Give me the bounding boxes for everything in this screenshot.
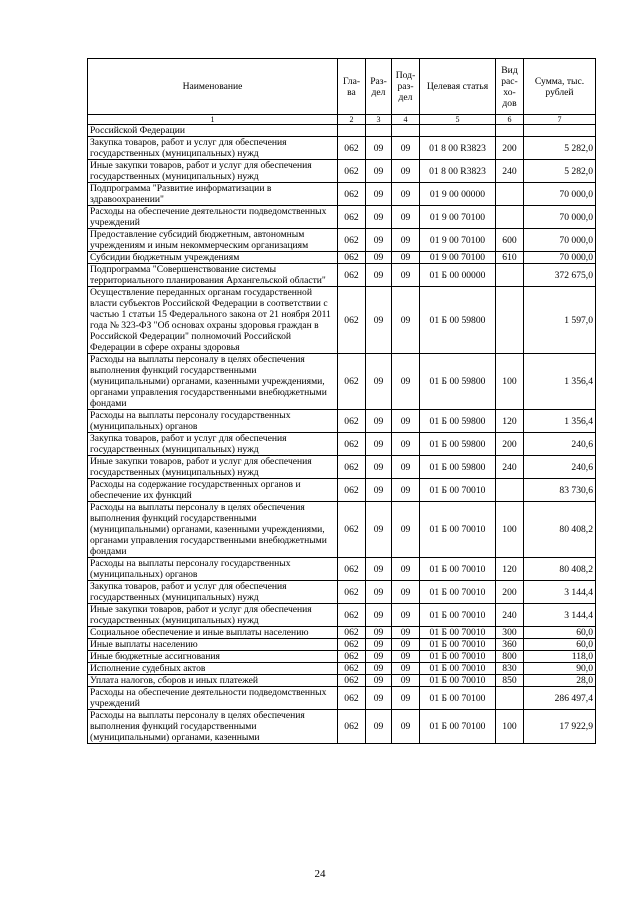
row-section: 09 [366, 287, 392, 354]
budget-table [87, 58, 596, 744]
row-subsection: 09 [392, 558, 420, 581]
row-name: Осуществление переданных органам государственной власти субъектов Российской Федерации в соответствии с частью 1 статьи 15 Федерального закона от 21 ноября 2011 года № 323-ФЗ "Об основах охраны здоровья граждан в Российской Федерации" полномочий Российской Федерации в сфере охраны здоровья [88, 287, 338, 354]
row-subsection: 09 [392, 252, 420, 264]
row-amount: 3 144,4 [524, 604, 596, 627]
row-name: Российской Федерации [88, 125, 338, 137]
table-row [88, 287, 596, 354]
table-header-row [88, 59, 596, 115]
row-subsection: 09 [392, 627, 420, 639]
row-chapter: 062 [338, 687, 366, 710]
row-subsection: 09 [392, 604, 420, 627]
row-amount: 5 282,0 [524, 160, 596, 183]
row-section: 09 [366, 137, 392, 160]
row-expense-type [496, 479, 524, 502]
row-target: 01 Б 00 70010 [420, 639, 496, 651]
row-target: 01 Б 00 00000 [420, 264, 496, 287]
row-section: 09 [366, 229, 392, 252]
row-subsection: 09 [392, 687, 420, 710]
row-chapter: 062 [338, 287, 366, 354]
header-target: Целевая статья [420, 59, 496, 115]
row-target: 01 9 00 70100 [420, 229, 496, 252]
row-expense-type [496, 183, 524, 206]
row-amount: 80 408,2 [524, 502, 596, 558]
row-amount: 1 597,0 [524, 287, 596, 354]
row-name: Исполнение судебных актов [88, 663, 338, 675]
row-amount: 80 408,2 [524, 558, 596, 581]
row-expense-type: 200 [496, 137, 524, 160]
row-subsection: 09 [392, 137, 420, 160]
row-chapter: 062 [338, 354, 366, 410]
row-target: 01 9 00 70100 [420, 206, 496, 229]
row-name: Подпрограмма "Развитие информатизации в здравоохранении" [88, 183, 338, 206]
row-subsection: 09 [392, 456, 420, 479]
table-row [88, 479, 596, 502]
row-section: 09 [366, 252, 392, 264]
row-section: 09 [366, 206, 392, 229]
header-expense-type: Вид рас-хо-дов [496, 59, 524, 115]
row-section: 09 [366, 433, 392, 456]
row-section: 09 [366, 183, 392, 206]
row-target: 01 Б 00 70010 [420, 479, 496, 502]
table-row [88, 651, 596, 663]
row-target: 01 Б 00 70010 [420, 604, 496, 627]
row-target: 01 Б 00 70010 [420, 651, 496, 663]
row-target: 01 Б 00 70100 [420, 710, 496, 744]
row-amount [524, 125, 596, 137]
row-expense-type [496, 264, 524, 287]
row-chapter: 062 [338, 479, 366, 502]
row-name: Иные выплаты населению [88, 639, 338, 651]
table-row [88, 206, 596, 229]
row-section: 09 [366, 710, 392, 744]
table-row [88, 354, 596, 410]
row-target [420, 125, 496, 137]
row-chapter: 062 [338, 183, 366, 206]
column-number: 5 [420, 115, 496, 125]
row-amount: 3 144,4 [524, 581, 596, 604]
column-number: 6 [496, 115, 524, 125]
row-expense-type: 610 [496, 252, 524, 264]
row-subsection: 09 [392, 206, 420, 229]
table-row [88, 229, 596, 252]
row-name: Расходы на выплаты персоналу в целях обеспечения выполнения функций государственными (муниципальными) органами, казенными учреждениями, органами управления государственными внебюджетными фондами [88, 354, 338, 410]
row-target: 01 9 00 00000 [420, 183, 496, 206]
row-name: Социальное обеспечение и иные выплаты населению [88, 627, 338, 639]
row-target: 01 Б 00 70010 [420, 502, 496, 558]
row-target: 01 Б 00 59800 [420, 433, 496, 456]
row-chapter: 062 [338, 639, 366, 651]
row-expense-type: 100 [496, 502, 524, 558]
table-row [88, 604, 596, 627]
table-row [88, 639, 596, 651]
row-expense-type: 300 [496, 627, 524, 639]
row-expense-type: 100 [496, 710, 524, 744]
row-section: 09 [366, 160, 392, 183]
row-amount: 90,0 [524, 663, 596, 675]
row-subsection: 09 [392, 651, 420, 663]
table-row [88, 558, 596, 581]
row-name: Расходы на выплаты персоналу государственных (муниципальных) органов [88, 410, 338, 433]
row-subsection: 09 [392, 479, 420, 502]
table-row [88, 710, 596, 744]
row-expense-type: 100 [496, 354, 524, 410]
row-subsection: 09 [392, 502, 420, 558]
row-target: 01 Б 00 70010 [420, 627, 496, 639]
row-name: Закупка товаров, работ и услуг для обеспечения государственных (муниципальных) нужд [88, 137, 338, 160]
row-subsection: 09 [392, 264, 420, 287]
row-chapter: 062 [338, 229, 366, 252]
row-section: 09 [366, 456, 392, 479]
row-name: Закупка товаров, работ и услуг для обеспечения государственных (муниципальных) нужд [88, 581, 338, 604]
row-chapter: 062 [338, 663, 366, 675]
row-expense-type: 850 [496, 675, 524, 687]
row-name: Иные закупки товаров, работ и услуг для обеспечения государственных (муниципальных) нужд [88, 456, 338, 479]
row-target: 01 Б 00 70100 [420, 687, 496, 710]
row-section: 09 [366, 354, 392, 410]
row-name: Расходы на обеспечение деятельности подведомственных учреждений [88, 206, 338, 229]
row-expense-type: 830 [496, 663, 524, 675]
table-row [88, 675, 596, 687]
row-chapter: 062 [338, 558, 366, 581]
row-name: Иные закупки товаров, работ и услуг для обеспечения государственных (муниципальных) нужд [88, 160, 338, 183]
row-amount: 286 497,4 [524, 687, 596, 710]
row-expense-type: 120 [496, 410, 524, 433]
row-amount: 17 922,9 [524, 710, 596, 744]
row-expense-type: 240 [496, 160, 524, 183]
row-chapter: 062 [338, 627, 366, 639]
row-target: 01 8 00 R3823 [420, 137, 496, 160]
row-section [366, 125, 392, 137]
row-chapter: 062 [338, 675, 366, 687]
row-amount: 70 000,0 [524, 206, 596, 229]
row-expense-type: 360 [496, 639, 524, 651]
row-name: Расходы на обеспечение деятельности подведомственных учреждений [88, 687, 338, 710]
row-section: 09 [366, 604, 392, 627]
header-name: Наименование [88, 59, 338, 115]
page-number: 24 [314, 868, 326, 880]
row-expense-type: 240 [496, 604, 524, 627]
row-subsection: 09 [392, 229, 420, 252]
column-number: 3 [366, 115, 392, 125]
row-section: 09 [366, 264, 392, 287]
row-chapter: 062 [338, 581, 366, 604]
row-amount: 60,0 [524, 639, 596, 651]
row-expense-type [496, 125, 524, 137]
row-section: 09 [366, 410, 392, 433]
table-row [88, 581, 596, 604]
row-chapter: 062 [338, 137, 366, 160]
row-expense-type: 120 [496, 558, 524, 581]
row-chapter [338, 125, 366, 137]
row-subsection: 09 [392, 160, 420, 183]
row-subsection: 09 [392, 183, 420, 206]
table-row [88, 502, 596, 558]
row-subsection: 09 [392, 663, 420, 675]
column-number: 4 [392, 115, 420, 125]
row-amount: 118,0 [524, 651, 596, 663]
row-subsection: 09 [392, 710, 420, 744]
row-expense-type: 800 [496, 651, 524, 663]
row-section: 09 [366, 558, 392, 581]
column-number-row [88, 115, 596, 125]
table-row [88, 663, 596, 675]
table-row [88, 456, 596, 479]
row-amount: 83 730,6 [524, 479, 596, 502]
table-row [88, 183, 596, 206]
row-target: 01 8 00 R3823 [420, 160, 496, 183]
row-subsection: 09 [392, 639, 420, 651]
row-subsection: 09 [392, 581, 420, 604]
row-amount: 372 675,0 [524, 264, 596, 287]
row-amount: 60,0 [524, 627, 596, 639]
row-target: 01 Б 00 59800 [420, 287, 496, 354]
row-amount: 5 282,0 [524, 137, 596, 160]
row-amount: 70 000,0 [524, 252, 596, 264]
row-subsection: 09 [392, 675, 420, 687]
row-target: 01 9 00 70100 [420, 252, 496, 264]
row-name: Иные бюджетные ассигнования [88, 651, 338, 663]
row-name: Предоставление субсидий бюджетным, автономным учреждениям и иным некоммерческим организациям [88, 229, 338, 252]
column-number: 2 [338, 115, 366, 125]
row-amount: 240,6 [524, 456, 596, 479]
row-expense-type [496, 287, 524, 354]
row-expense-type: 200 [496, 581, 524, 604]
row-section: 09 [366, 651, 392, 663]
table-row [88, 433, 596, 456]
table-row [88, 687, 596, 710]
column-number: 7 [524, 115, 596, 125]
row-expense-type: 200 [496, 433, 524, 456]
row-chapter: 062 [338, 206, 366, 229]
row-name: Закупка товаров, работ и услуг для обеспечения государственных (муниципальных) нужд [88, 433, 338, 456]
table-row [88, 264, 596, 287]
row-amount: 1 356,4 [524, 354, 596, 410]
row-name: Уплата налогов, сборов и иных платежей [88, 675, 338, 687]
header-chapter: Гла-ва [338, 59, 366, 115]
row-expense-type [496, 206, 524, 229]
row-target: 01 Б 00 59800 [420, 354, 496, 410]
row-name: Расходы на выплаты персоналу государственных (муниципальных) органов [88, 558, 338, 581]
row-target: 01 Б 00 70010 [420, 675, 496, 687]
header-amount: Сумма, тыс. рублей [524, 59, 596, 115]
row-chapter: 062 [338, 710, 366, 744]
row-target: 01 Б 00 70010 [420, 581, 496, 604]
row-name: Подпрограмма "Совершенствование системы территориального планирования Архангельской области" [88, 264, 338, 287]
row-amount: 70 000,0 [524, 229, 596, 252]
table-row [88, 125, 596, 137]
row-name: Расходы на содержание государственных органов и обеспечение их функций [88, 479, 338, 502]
table-row [88, 160, 596, 183]
row-target: 01 Б 00 70010 [420, 663, 496, 675]
row-name: Расходы на выплаты персоналу в целях обеспечения выполнения функций государственными (муниципальными) органами, казенными [88, 710, 338, 744]
row-name: Иные закупки товаров, работ и услуг для обеспечения государственных (муниципальных) нужд [88, 604, 338, 627]
row-expense-type: 240 [496, 456, 524, 479]
row-section: 09 [366, 687, 392, 710]
row-target: 01 Б 00 59800 [420, 456, 496, 479]
row-section: 09 [366, 502, 392, 558]
row-subsection: 09 [392, 354, 420, 410]
row-section: 09 [366, 479, 392, 502]
row-subsection: 09 [392, 410, 420, 433]
row-chapter: 062 [338, 604, 366, 627]
row-target: 01 Б 00 70010 [420, 558, 496, 581]
row-amount: 70 000,0 [524, 183, 596, 206]
row-expense-type [496, 687, 524, 710]
row-chapter: 062 [338, 651, 366, 663]
row-section: 09 [366, 663, 392, 675]
row-chapter: 062 [338, 502, 366, 558]
row-chapter: 062 [338, 160, 366, 183]
header-subsection: Под-раз-дел [392, 59, 420, 115]
table-row [88, 627, 596, 639]
row-name: Расходы на выплаты персоналу в целях обеспечения выполнения функций государственными (муниципальными) органами, казенными учреждениями, органами управления государственными внебюджетными фондами [88, 502, 338, 558]
row-subsection: 09 [392, 433, 420, 456]
table-row [88, 410, 596, 433]
row-chapter: 062 [338, 456, 366, 479]
row-chapter: 062 [338, 433, 366, 456]
header-section: Раз-дел [366, 59, 392, 115]
row-section: 09 [366, 639, 392, 651]
table-body [88, 125, 596, 744]
row-target: 01 Б 00 59800 [420, 410, 496, 433]
row-expense-type: 600 [496, 229, 524, 252]
table-row [88, 137, 596, 160]
row-subsection: 09 [392, 287, 420, 354]
row-amount: 28,0 [524, 675, 596, 687]
row-name: Субсидии бюджетным учреждениям [88, 252, 338, 264]
row-amount: 240,6 [524, 433, 596, 456]
row-section: 09 [366, 675, 392, 687]
row-chapter: 062 [338, 264, 366, 287]
row-section: 09 [366, 581, 392, 604]
row-chapter: 062 [338, 252, 366, 264]
column-number: 1 [88, 115, 338, 125]
table-row [88, 252, 596, 264]
row-chapter: 062 [338, 410, 366, 433]
row-amount: 1 356,4 [524, 410, 596, 433]
row-section: 09 [366, 627, 392, 639]
row-subsection [392, 125, 420, 137]
